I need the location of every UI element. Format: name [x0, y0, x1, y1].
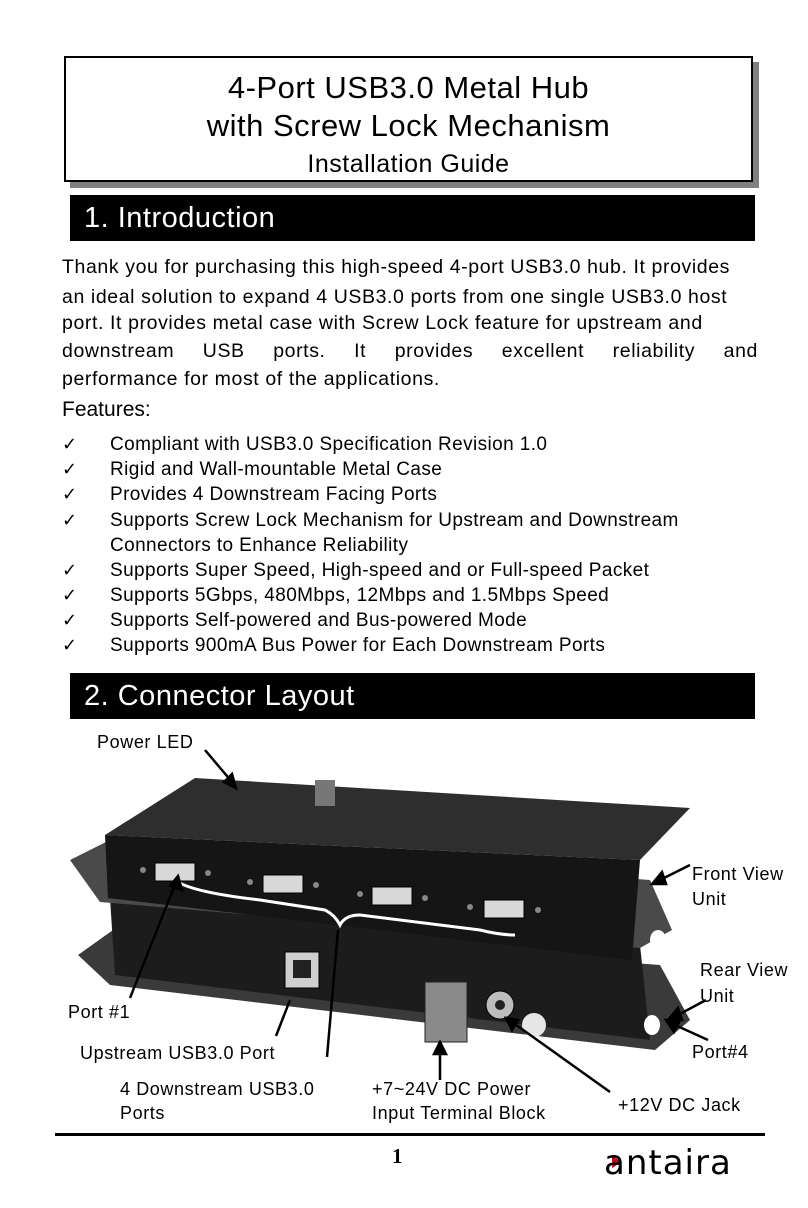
- checkmark-icon: ✓: [62, 585, 78, 606]
- feature-text: Supports Self-powered and Bus-powered Mode: [110, 610, 528, 631]
- intro-line-2: an ideal solution to expand 4 USB3.0 ports from one single USB3.0 host: [62, 286, 728, 308]
- label-downstream-ports: 4 Downstream USB3.0: [120, 1079, 315, 1099]
- label-dc-jack: +12V DC Jack: [618, 1095, 741, 1115]
- rohs-sticker: [522, 1013, 546, 1037]
- feature-text: Connectors to Enhance Reliability: [110, 535, 409, 556]
- label-upstream-port: Upstream USB3.0 Port: [80, 1043, 276, 1063]
- feature-text: Supports 900mA Bus Power for Each Downstream Ports: [110, 635, 606, 656]
- antaira-logo: [600, 1140, 762, 1184]
- label-front-view: Front View: [692, 864, 784, 884]
- checkmark-icon: ✓: [62, 610, 78, 631]
- usb-port-4: [484, 900, 524, 918]
- usb-port-3: [372, 887, 412, 905]
- label-terminal-block: Input Terminal Block: [372, 1103, 546, 1123]
- section-heading-introduction: 1. Introduction: [70, 195, 755, 241]
- usb-port-2: [263, 875, 303, 893]
- page-number: 1: [392, 1144, 403, 1168]
- feature-text: Supports Super Speed, High-speed and or Full-speed Packet: [110, 560, 650, 581]
- checkmark-icon: ✓: [62, 484, 78, 505]
- checkmark-icon: ✓: [62, 560, 78, 581]
- document-subtitle: Installation Guide: [307, 150, 510, 178]
- checkmark-icon: ✓: [62, 434, 78, 455]
- intro-line-4: downstream USB ports. It provides excellent reliability and: [62, 340, 758, 362]
- label-port-4: Port#4: [692, 1042, 749, 1062]
- footer-rule: [55, 1133, 765, 1136]
- logo-text: antaira: [604, 1143, 732, 1183]
- document-title-line2: with Screw Lock Mechanism: [206, 108, 611, 143]
- section-heading-connector-layout: 2. Connector Layout: [70, 673, 755, 719]
- label-power-led: Power LED: [97, 732, 194, 752]
- checkmark-icon: ✓: [62, 459, 78, 480]
- title-box: [64, 56, 753, 182]
- intro-line-3: port. It provides metal case with Screw Lock feature for upstream and: [62, 312, 703, 334]
- intro-line-5: performance for most of the applications.: [62, 368, 440, 390]
- feature-text: Supports Screw Lock Mechanism for Upstream and Downstream: [110, 510, 679, 531]
- terminal-block: [425, 982, 467, 1042]
- feature-text: Rigid and Wall-mountable Metal Case: [110, 459, 443, 480]
- label-port-1: Port #1: [68, 1002, 131, 1022]
- features-heading: Features:: [62, 398, 151, 421]
- feature-text: Supports 5Gbps, 480Mbps, 12Mbps and 1.5Mbps Speed: [110, 585, 610, 606]
- feature-text: Provides 4 Downstream Facing Ports: [110, 484, 438, 505]
- top-connector-tab: [315, 780, 335, 806]
- checkmark-icon: ✓: [62, 510, 78, 531]
- label-rear-view-unit: Unit: [700, 986, 735, 1006]
- checkmark-icon: ✓: [62, 635, 78, 656]
- label-front-view-unit: Unit: [692, 889, 727, 909]
- label-downstream-ports-2: Ports: [120, 1103, 166, 1123]
- document-title: 4-Port USB3.0 Metal Hub: [227, 70, 590, 105]
- label-rear-view: Rear View: [700, 960, 789, 980]
- feature-text: Compliant with USB3.0 Specification Revision 1.0: [110, 434, 548, 455]
- intro-line-1: Thank you for purchasing this high-speed 4-port USB3.0 hub. It provides: [62, 256, 731, 278]
- label-power-input: +7~24V DC Power: [372, 1079, 532, 1099]
